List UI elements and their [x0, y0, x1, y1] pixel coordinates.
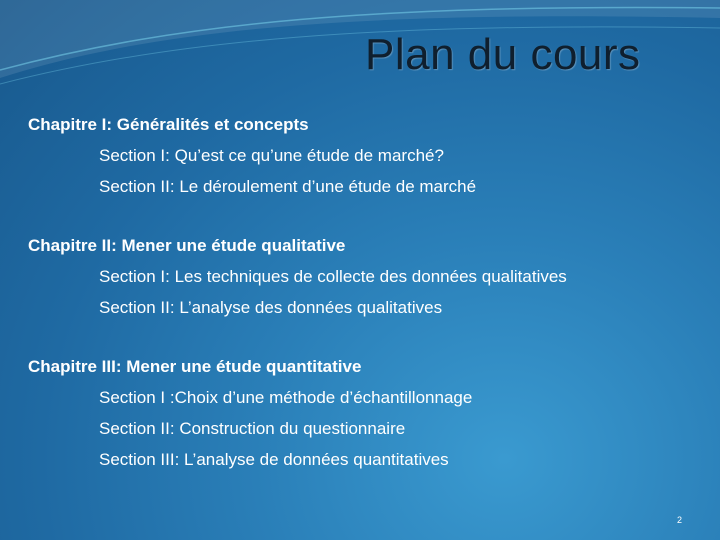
- chapter-title: Chapitre II: Mener une étude qualitative: [28, 236, 346, 255]
- section-item: Section III: L’analyse de données quantitatives: [99, 450, 449, 469]
- section-item: Section II: L’analyse des données qualitatives: [99, 298, 443, 317]
- section-item: Section I: Qu’est ce qu’une étude de marché?: [99, 146, 444, 165]
- section-item: Section I :Choix d’une méthode d’échantillonnage: [99, 388, 473, 407]
- chapter-title: Chapitre III: Mener une étude quantitative: [28, 357, 362, 376]
- page-number: 2: [677, 515, 683, 525]
- chapter-2: [28, 230, 708, 323]
- section-item: Section I: Les techniques de collecte des données qualitatives: [99, 267, 567, 286]
- course-outline: [28, 109, 708, 503]
- chapter-title: Chapitre I: Généralités et concepts: [28, 115, 309, 134]
- chapter-3: [28, 351, 708, 475]
- section-item: Section II: Le déroulement d’une étude de marché: [99, 177, 477, 196]
- slide-title: Plan du cours: [365, 30, 641, 79]
- chapter-1: [28, 109, 708, 202]
- section-item: Section II: Construction du questionnaire: [99, 419, 406, 438]
